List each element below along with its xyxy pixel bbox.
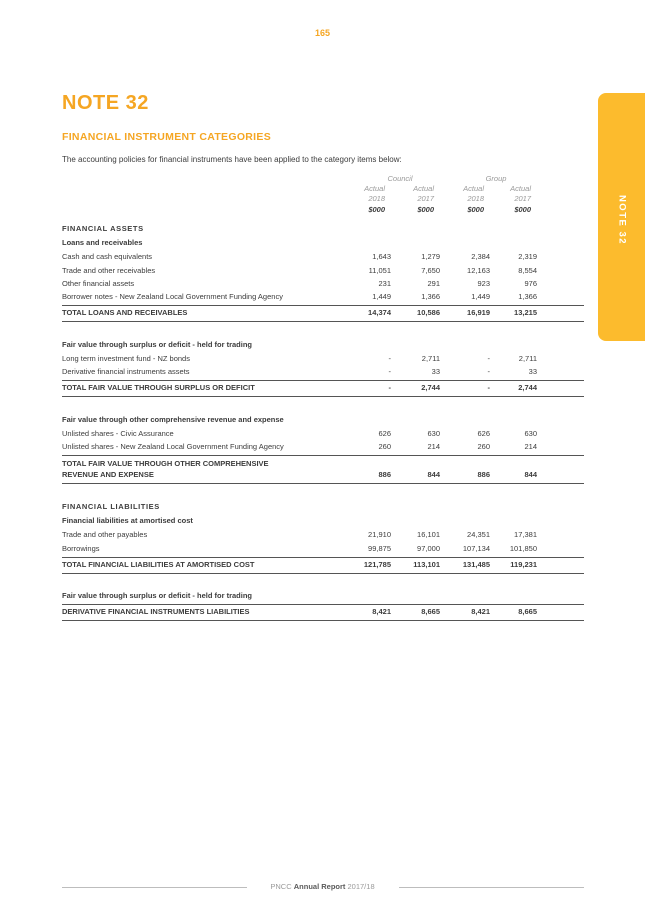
cell-value: 11,051: [368, 266, 391, 275]
column-header: [384, 184, 434, 215]
cell-value: 97,000: [417, 544, 440, 553]
side-tab[interactable]: [598, 93, 645, 341]
row-label: DERIVATIVE FINANCIAL INSTRUMENTS LIABILITIES: [62, 607, 250, 616]
section-title: FINANCIAL INSTRUMENT CATEGORIES: [62, 131, 271, 143]
row-label: TOTAL FINANCIAL LIABILITIES AT AMORTISED COST: [62, 560, 255, 569]
cell-value: 2,384: [471, 252, 490, 261]
cell-value: 630: [427, 429, 440, 438]
cell-value: 923: [477, 279, 490, 288]
cell-value: -: [388, 354, 391, 363]
table-row: [62, 277, 584, 291]
row-label: TOTAL FAIR VALUE THROUGH OTHER COMPREHENSIVE: [62, 459, 269, 468]
cell-value: 24,351: [467, 530, 490, 539]
row-label-line-2: REVENUE AND EXPENSE: [62, 470, 154, 479]
cell-value: 2,744: [421, 383, 440, 392]
cell-value: 214: [524, 442, 537, 451]
cell-value: 1,643: [372, 252, 391, 261]
cell-value: 626: [477, 429, 490, 438]
cell-value: 119,231: [510, 560, 537, 569]
subsection-heading: [62, 589, 584, 603]
cell-value: 33: [528, 367, 537, 376]
table-row: [62, 440, 584, 454]
cell-value: 8,421: [471, 607, 490, 616]
row-label: Loans and receivables: [62, 238, 143, 247]
column-year: 2018: [368, 194, 385, 203]
cell-value: 260: [378, 442, 391, 451]
column-header: [434, 184, 484, 215]
intro-text: The accounting policies for financial instruments have been applied to the category items below:: [62, 155, 402, 164]
cell-value: -: [487, 354, 490, 363]
cell-value: 131,485: [462, 560, 490, 569]
cell-value: 13,215: [514, 308, 537, 317]
cell-value: -: [487, 383, 490, 392]
column-year: 2017: [417, 194, 434, 203]
section-heading: [62, 222, 584, 236]
row-label: Fair value through surplus or deficit - held for trading: [62, 340, 253, 349]
row-label: Long term investment fund - NZ bonds: [62, 354, 190, 363]
row-label: Unlisted shares - Civic Assurance: [62, 429, 174, 438]
column-year: 2018: [467, 194, 484, 203]
rule: [62, 396, 584, 397]
total-row: [62, 458, 584, 482]
row-label: Derivative financial instruments assets: [62, 367, 190, 376]
table-row: [62, 264, 584, 278]
table-row: [62, 427, 584, 441]
table-row: [62, 528, 584, 542]
row-label: Financial liabilities at amortised cost: [62, 516, 193, 525]
row-label: Borrower notes - New Zealand Local Government Funding Agency: [62, 292, 283, 301]
cell-value: 21,910: [368, 530, 391, 539]
row-label: TOTAL LOANS AND RECEIVABLES: [62, 308, 188, 317]
column-unit: $000: [514, 205, 531, 214]
column-unit: $000: [417, 205, 434, 214]
cell-value: 886: [477, 470, 490, 479]
section-heading: [62, 500, 584, 514]
cell-value: 2,744: [518, 383, 537, 392]
cell-value: 886: [378, 470, 391, 479]
total-row: [62, 381, 584, 395]
cell-value: 8,421: [372, 607, 391, 616]
cell-value: 33: [431, 367, 440, 376]
cell-value: 8,554: [518, 266, 537, 275]
cell-value: 2,711: [518, 354, 537, 363]
rule: [62, 455, 584, 456]
table-row: [62, 352, 584, 366]
cell-value: 7,650: [421, 266, 440, 275]
cell-value: 99,875: [368, 544, 391, 553]
subsection-heading: [62, 338, 584, 352]
cell-value: 113,101: [413, 560, 440, 569]
cell-value: 2,319: [518, 252, 537, 261]
cell-value: 844: [427, 470, 440, 479]
table-row: [62, 250, 584, 264]
column-label: Actual: [364, 184, 385, 193]
row-label: FINANCIAL ASSETS: [62, 224, 144, 233]
rule: [62, 483, 584, 484]
group-group-label: Group: [485, 174, 507, 183]
table-row: [62, 365, 584, 379]
row-label: FINANCIAL LIABILITIES: [62, 502, 160, 511]
row-label: Fair value through surplus or deficit - held for trading: [62, 591, 253, 600]
cell-value: 107,134: [462, 544, 490, 553]
subsection-heading: [62, 514, 584, 528]
cell-value: 1,449: [471, 292, 490, 301]
cell-value: 8,665: [421, 607, 440, 616]
row-label: Fair value through other comprehensive revenue and expense: [62, 415, 284, 424]
cell-value: -: [487, 367, 490, 376]
footer-report: Annual Report: [293, 882, 346, 891]
page-number: 165: [314, 28, 331, 38]
row-label: Unlisted shares - New Zealand Local Government Funding Agency: [62, 442, 284, 451]
cell-value: 1,279: [421, 252, 440, 261]
cell-value: 976: [524, 279, 537, 288]
cell-value: 121,785: [363, 560, 391, 569]
cell-value: 626: [378, 429, 391, 438]
council-group-label: Council: [387, 174, 413, 183]
cell-value: 260: [477, 442, 490, 451]
side-tab-label-box: [612, 190, 632, 250]
footer: [0, 882, 645, 891]
cell-value: 1,449: [372, 292, 391, 301]
column-label: Actual: [413, 184, 434, 193]
row-label: Borrowings: [62, 544, 100, 553]
cell-value: 231: [378, 279, 391, 288]
column-label: Actual: [463, 184, 484, 193]
cell-value: 101,850: [509, 544, 537, 553]
total-row: [62, 605, 584, 619]
row-label: Trade and other receivables: [62, 266, 156, 275]
column-header: [481, 184, 531, 215]
cell-value: 8,665: [518, 607, 537, 616]
cell-value: 630: [524, 429, 537, 438]
column-label: Actual: [510, 184, 531, 193]
subsection-heading: [62, 413, 584, 427]
cell-value: 214: [427, 442, 440, 451]
row-label: Cash and cash equivalents: [62, 252, 153, 261]
cell-value: 1,366: [421, 292, 440, 301]
row-label: Trade and other payables: [62, 530, 148, 539]
cell-value: 844: [524, 470, 537, 479]
rule: [62, 573, 584, 574]
cell-value: 10,586: [417, 308, 440, 317]
cell-value: 12,163: [467, 266, 490, 275]
cell-value: 16,101: [417, 530, 440, 539]
rule: [62, 321, 584, 322]
cell-value: -: [388, 367, 391, 376]
row-label: Other financial assets: [62, 279, 135, 288]
column-unit: $000: [467, 205, 484, 214]
total-row: [62, 306, 584, 320]
cell-value: 1,366: [518, 292, 537, 301]
column-year: 2017: [514, 194, 531, 203]
subsection-heading: [62, 236, 584, 250]
cell-value: 2,711: [421, 354, 440, 363]
cell-value: 16,919: [467, 308, 490, 317]
cell-value: 14,374: [368, 308, 391, 317]
note-title: NOTE 32: [62, 92, 149, 114]
cell-value: -: [388, 383, 391, 392]
row-label: TOTAL FAIR VALUE THROUGH SURPLUS OR DEFICIT: [62, 383, 255, 392]
cell-value: 291: [427, 279, 440, 288]
total-row: [62, 558, 584, 572]
table-row: [62, 290, 584, 304]
footer-org: PNCC: [270, 882, 292, 891]
footer-year: 2017/18: [347, 882, 375, 891]
column-unit: $000: [368, 205, 385, 214]
column-header: [335, 184, 385, 215]
rule: [62, 620, 584, 621]
side-tab-label: NOTE 32: [616, 194, 628, 246]
cell-value: 17,381: [514, 530, 537, 539]
table-row: [62, 542, 584, 556]
